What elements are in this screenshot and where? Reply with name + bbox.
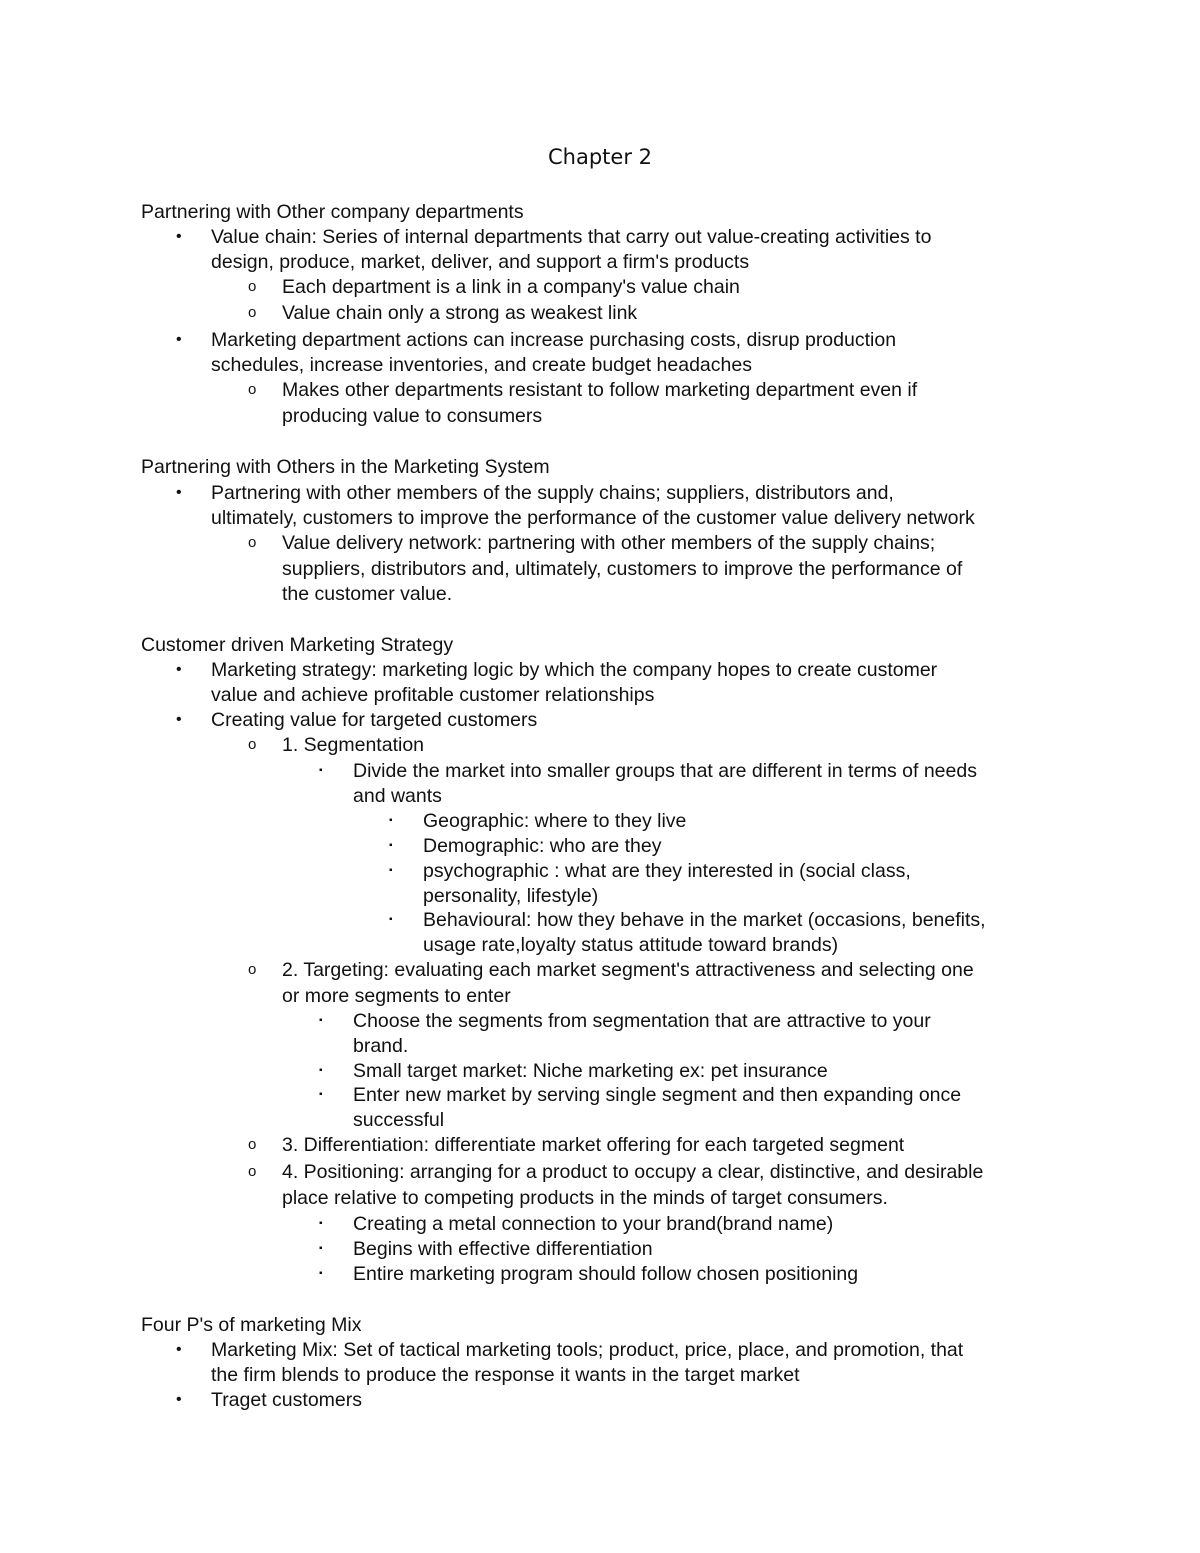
list-item-line: producing value to consumers xyxy=(282,405,543,427)
circle-marker: o xyxy=(248,1136,257,1153)
list-item-line: Begins with effective differentiation xyxy=(353,1238,653,1260)
list-item-line: and wants xyxy=(353,785,442,807)
list-item-line: design, produce, market, deliver, and support a firm's products xyxy=(211,251,750,273)
circle-marker: o xyxy=(248,1163,257,1180)
list-item-line: the firm blends to produce the response it wants in the target market xyxy=(211,1364,800,1386)
circle-marker: o xyxy=(248,534,257,551)
list-item-line: or more segments to enter xyxy=(282,985,511,1007)
square-marker: ▪ xyxy=(389,865,393,876)
list-item-line: Entire marketing program should follow chosen positioning xyxy=(353,1263,859,1285)
square-marker: ▪ xyxy=(389,840,393,851)
list-item-line: Small target market: Niche marketing ex: pet insurance xyxy=(353,1060,828,1082)
section-heading: Partnering with Other company departments xyxy=(141,201,524,223)
section-heading: Four P's of marketing Mix xyxy=(141,1314,362,1336)
square-marker: ▪ xyxy=(319,1065,323,1076)
list-item-line: the customer value. xyxy=(282,583,453,605)
section-heading: Customer driven Marketing Strategy xyxy=(141,634,454,656)
list-item-line: Choose the segments from segmentation that are attractive to your xyxy=(353,1010,931,1032)
list-item-line: value and achieve profitable customer relationships xyxy=(211,684,655,706)
list-item-line: Value chain only a strong as weakest link xyxy=(282,302,638,324)
list-item-line: Demographic: who are they xyxy=(423,835,662,857)
list-item-line: place relative to competing products in the minds of target consumers. xyxy=(282,1187,888,1209)
list-item-line: personality, lifestyle) xyxy=(423,885,599,907)
square-marker: ▪ xyxy=(319,765,323,776)
list-item-line: Marketing Mix: Set of tactical marketing tools; product, price, place, and promotion, that xyxy=(211,1339,964,1361)
bullet-marker: • xyxy=(176,228,182,245)
square-marker: ▪ xyxy=(319,1015,323,1026)
list-item-line: Value delivery network: partnering with other members of the supply chains; xyxy=(282,532,936,554)
square-marker: ▪ xyxy=(319,1218,323,1229)
list-item-line: 2. Targeting: evaluating each market segment's attractiveness and selecting one xyxy=(282,959,974,981)
square-marker: ▪ xyxy=(319,1243,323,1254)
square-marker: ▪ xyxy=(389,914,393,925)
list-item-line: usage rate,loyalty status attitude toward brands) xyxy=(423,934,839,956)
bullet-marker: • xyxy=(176,661,182,678)
list-item-line: Creating a metal connection to your brand(brand name) xyxy=(353,1213,834,1235)
list-item-line: Marketing strategy: marketing logic by which the company hopes to create customer xyxy=(211,659,938,681)
circle-marker: o xyxy=(248,736,257,753)
list-item-line: Makes other departments resistant to follow marketing department even if xyxy=(282,379,918,401)
list-item-line: brand. xyxy=(353,1035,409,1057)
list-item-line: suppliers, distributors and, ultimately, customers to improve the performance of xyxy=(282,558,963,580)
square-marker: ▪ xyxy=(319,1089,323,1100)
list-item-line: successful xyxy=(353,1109,445,1131)
list-item-line: Creating value for targeted customers xyxy=(211,709,538,731)
list-item-line: ultimately, customers to improve the performance of the customer value delivery network xyxy=(211,507,975,529)
list-item-line: Value chain: Series of internal departments that carry out value-creating activities to xyxy=(211,226,932,248)
page-title: Chapter 2 xyxy=(548,145,652,169)
bullet-marker: • xyxy=(176,711,182,728)
list-item-line: Partnering with other members of the supply chains; suppliers, distributors and, xyxy=(211,482,894,504)
square-marker: ▪ xyxy=(319,1268,323,1279)
list-item-line: 1. Segmentation xyxy=(282,734,425,756)
list-item-line: Each department is a link in a company's value chain xyxy=(282,276,740,298)
circle-marker: o xyxy=(248,304,257,321)
list-item-line: 4. Positioning: arranging for a product to occupy a clear, distinctive, and desirable xyxy=(282,1161,984,1183)
list-item-line: Behavioural: how they behave in the market (occasions, benefits, xyxy=(423,909,986,931)
list-item-line: Divide the market into smaller groups that are different in terms of needs xyxy=(353,760,977,782)
circle-marker: o xyxy=(248,961,257,978)
section-heading: Partnering with Others in the Marketing System xyxy=(141,456,550,478)
bullet-marker: • xyxy=(176,1341,182,1358)
bullet-marker: • xyxy=(176,1391,182,1408)
circle-marker: o xyxy=(248,278,257,295)
list-item-line: 3. Differentiation: differentiate market offering for each targeted segment xyxy=(282,1134,905,1156)
square-marker: ▪ xyxy=(389,815,393,826)
list-item-line: Enter new market by serving single segment and then expanding once xyxy=(353,1084,962,1106)
list-item-line: Geographic: where to they live xyxy=(423,810,687,832)
list-item-line: psychographic : what are they interested in (social class, xyxy=(423,860,911,882)
list-item-line: Traget customers xyxy=(211,1389,362,1411)
list-item-line: schedules, increase inventories, and create budget headaches xyxy=(211,354,752,376)
circle-marker: o xyxy=(248,381,257,398)
bullet-marker: • xyxy=(176,331,182,348)
bullet-marker: • xyxy=(176,484,182,501)
list-item-line: Marketing department actions can increase purchasing costs, disrup production xyxy=(211,329,897,351)
